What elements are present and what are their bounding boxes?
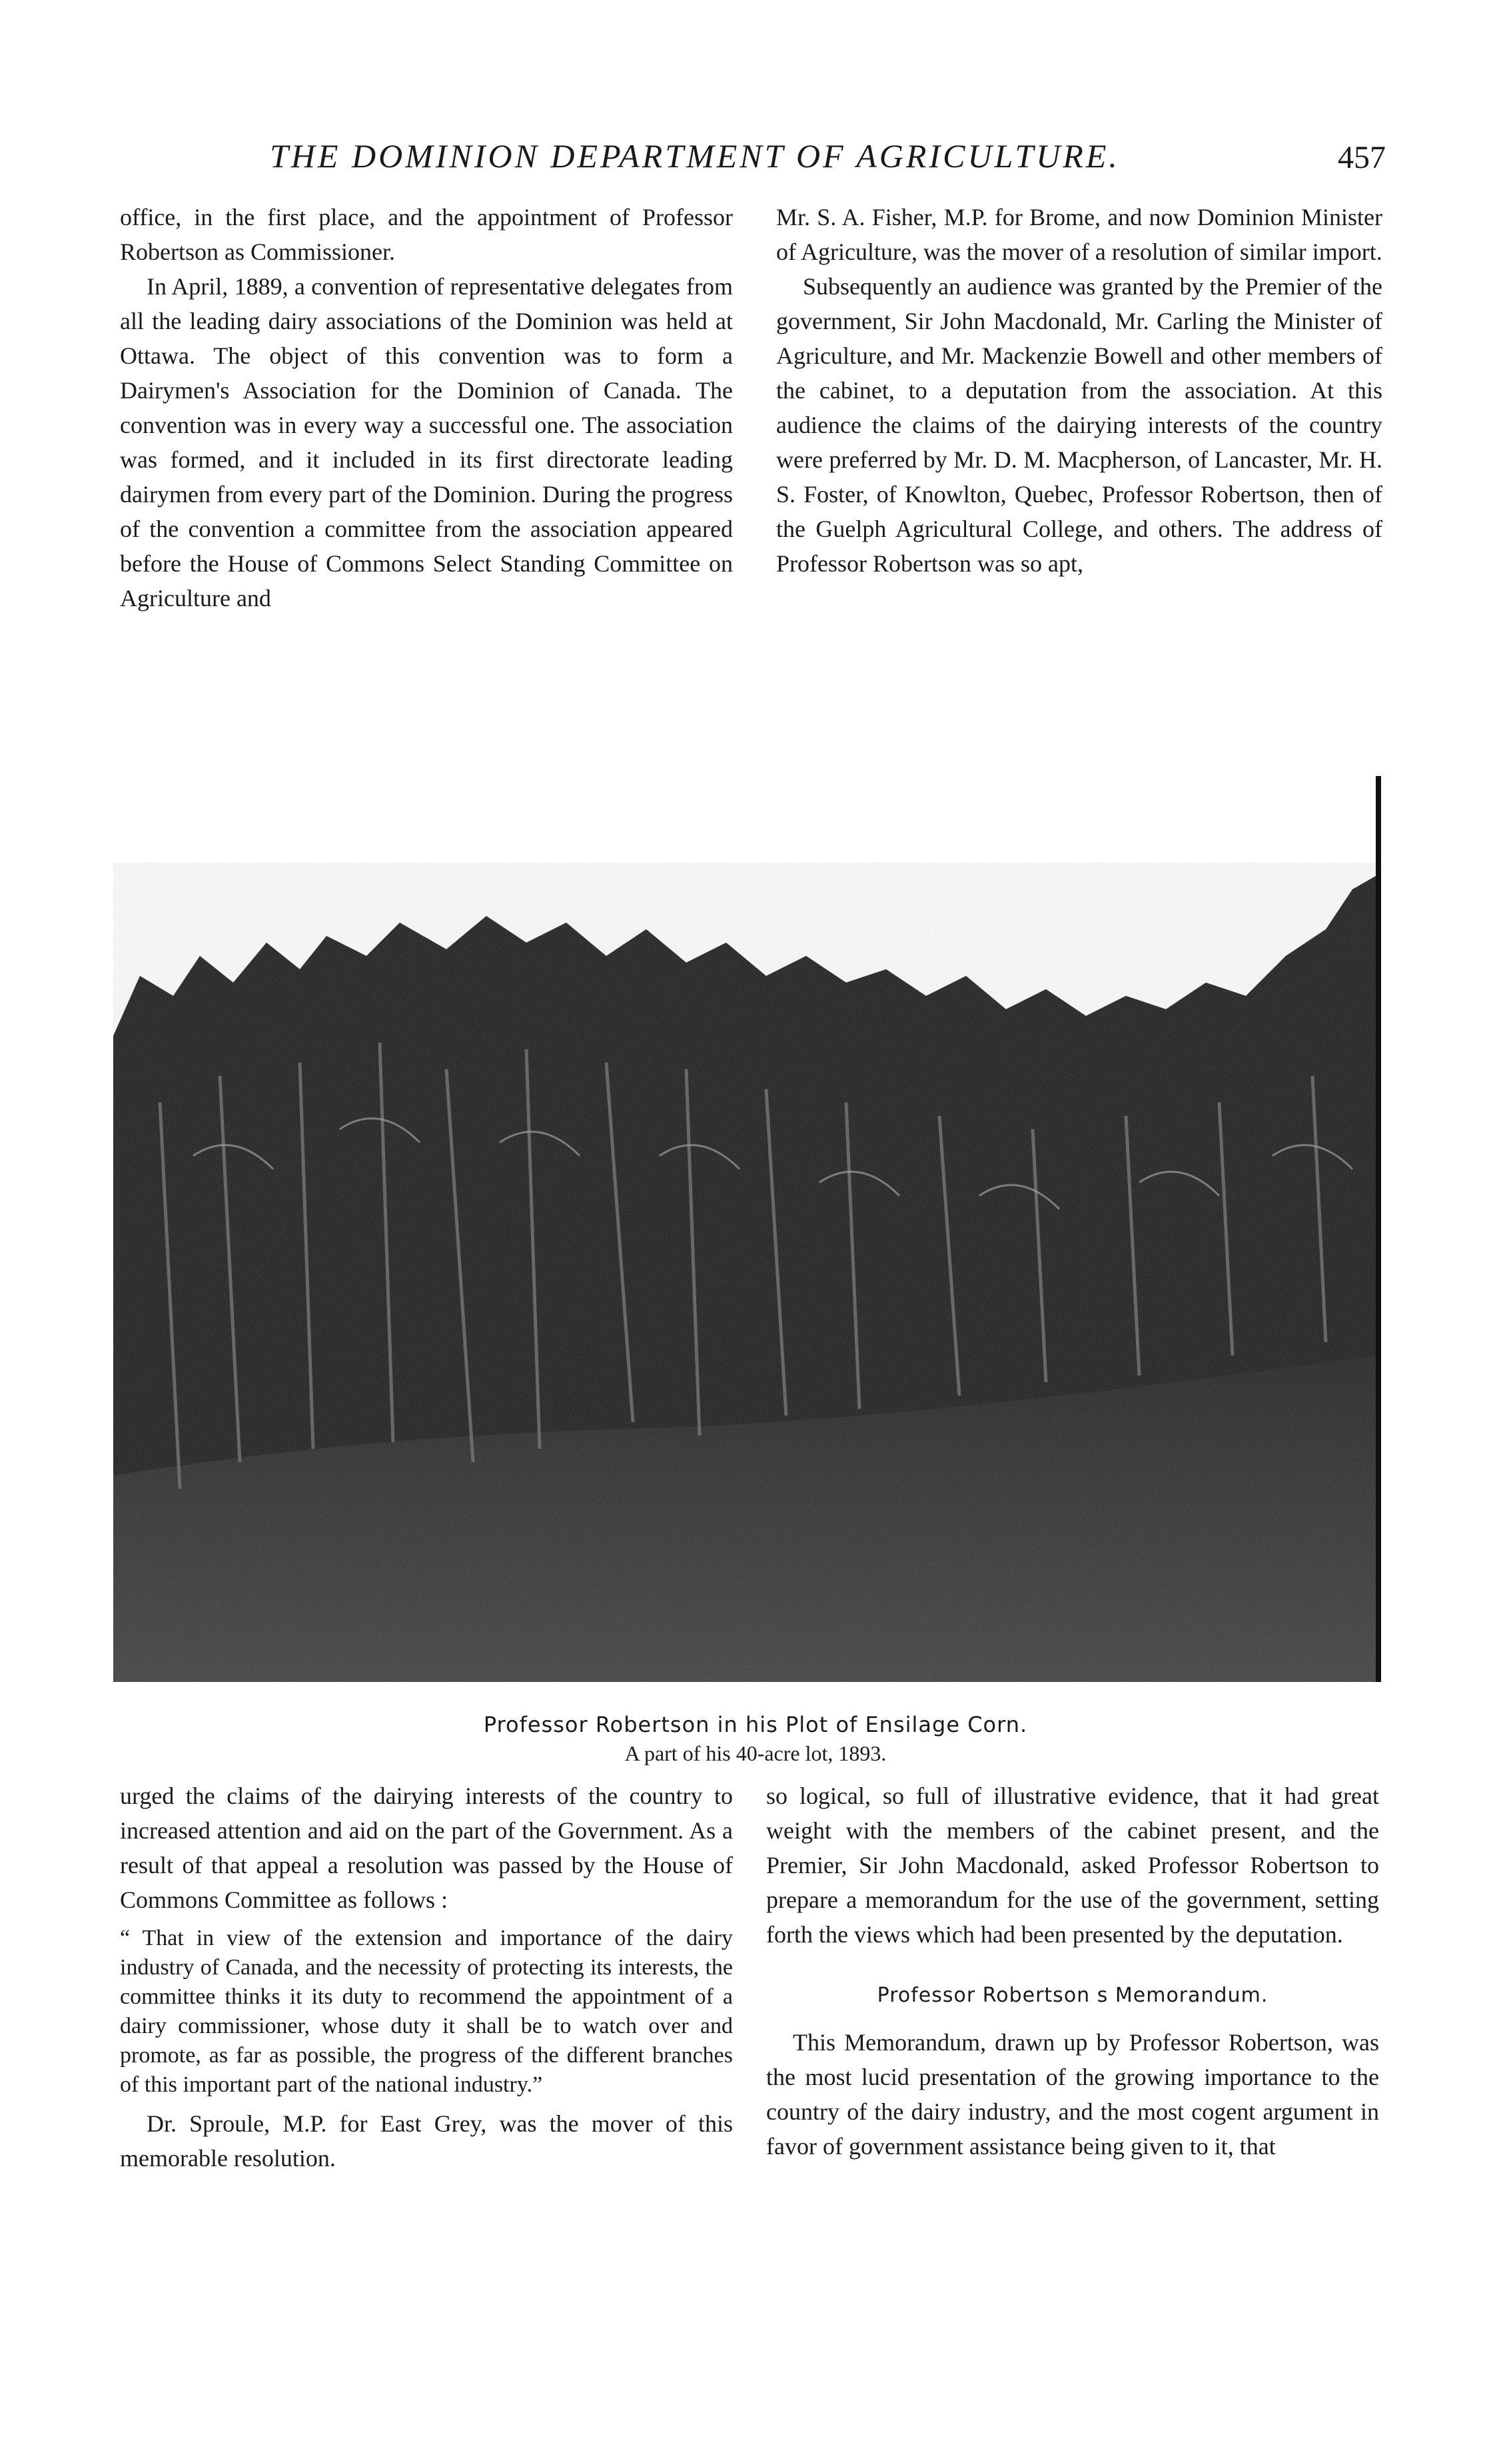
paragraph: This Memorandum, drawn up by Professor Robertson, was the most lucid presentation of the growing importance to the country of the dairy industry, and the most cogent argument in favor of government assistance being given to it, that	[766, 2029, 1379, 2160]
left-column-top	[120, 200, 733, 616]
section-heading: Professor Robertson s Memorandum.	[877, 1984, 1268, 2007]
right-column-bottom	[766, 1779, 1379, 2164]
running-title: THE DOMINION DEPARTMENT OF AGRICULTURE.	[270, 137, 1120, 175]
paragraph: Mr. S. A. Fisher, M.P. for Brome, and now Dominion Minister of Agriculture, was the mover of a resolution of similar import.	[776, 204, 1382, 265]
paragraph: Subsequently an audience was granted by the Premier of the government, Sir John Macdonald, Mr. Carling the Minister of Agriculture, and Mr. Mackenzie Bowell and other members of the cabinet, to a deputation from the association. At this audience the claims of the dairying interests of the country were preferred by Mr. D. M. Macpherson, of Lancaster, Mr. H. S. Foster, of Knowlton, Quebec, Professor Robertson, then of the Guelph Agricultural College, and others. The address of Professor Robertson was so apt,	[776, 273, 1382, 577]
left-column-bottom	[120, 1779, 733, 2176]
paragraph: Dr. Sproule, M.P. for East Grey, was the mover of this memorable resolution.	[120, 2110, 733, 2172]
paragraph: In April, 1889, a convention of representative delegates from all the leading dairy associations of the Dominion was held at Ottawa. The object of this convention was to form a Dairymen's Association for the Dominion of Canada. The convention was in every way a successful one. The association was formed, and it included in its first directorate leading dairymen from every part of the Dominion. During the progress of the convention a committee from the association appeared before the House of Commons Select Standing Committee on Agriculture and	[120, 273, 733, 612]
page-header	[123, 137, 1386, 197]
photo-caption: Professor Robertson in his Plot of Ensilage Corn.	[483, 1712, 1028, 1737]
paragraph: office, in the first place, and the appointment of Professor Robertson as Commissioner.	[120, 204, 733, 265]
paragraph: urged the claims of the dairying interests of the country to increased attention and aid on the part of the Government. As a result of that appeal a resolution was passed by the House of Commons Committee as follows :	[120, 1783, 733, 1913]
page-number: 457	[1338, 140, 1386, 175]
paragraph: so logical, so full of illustrative evidence, that it had great weight with the members of the cabinet present, and the Premier, Sir John Macdonald, asked Professor Robertson to prepare a memorandum for the use of the government, setting forth the views which had been presented by the deputation.	[766, 1783, 1379, 1948]
photo-subcaption: A part of his 40-acre lot, 1893.	[624, 1741, 887, 1765]
resolution-quote: “ That in view of the extension and importance of the dairy industry of Canada, and the necessity of protecting its interests, the committee thinks it its duty to recommend the appointment of a dairy commissioner, whose duty it shall be to watch over and promote, as far as possible, the progress of the different branches of this important part of the national industry.”	[120, 1926, 733, 2097]
right-column-top	[776, 200, 1382, 581]
corn-field-photo	[100, 756, 1389, 1682]
